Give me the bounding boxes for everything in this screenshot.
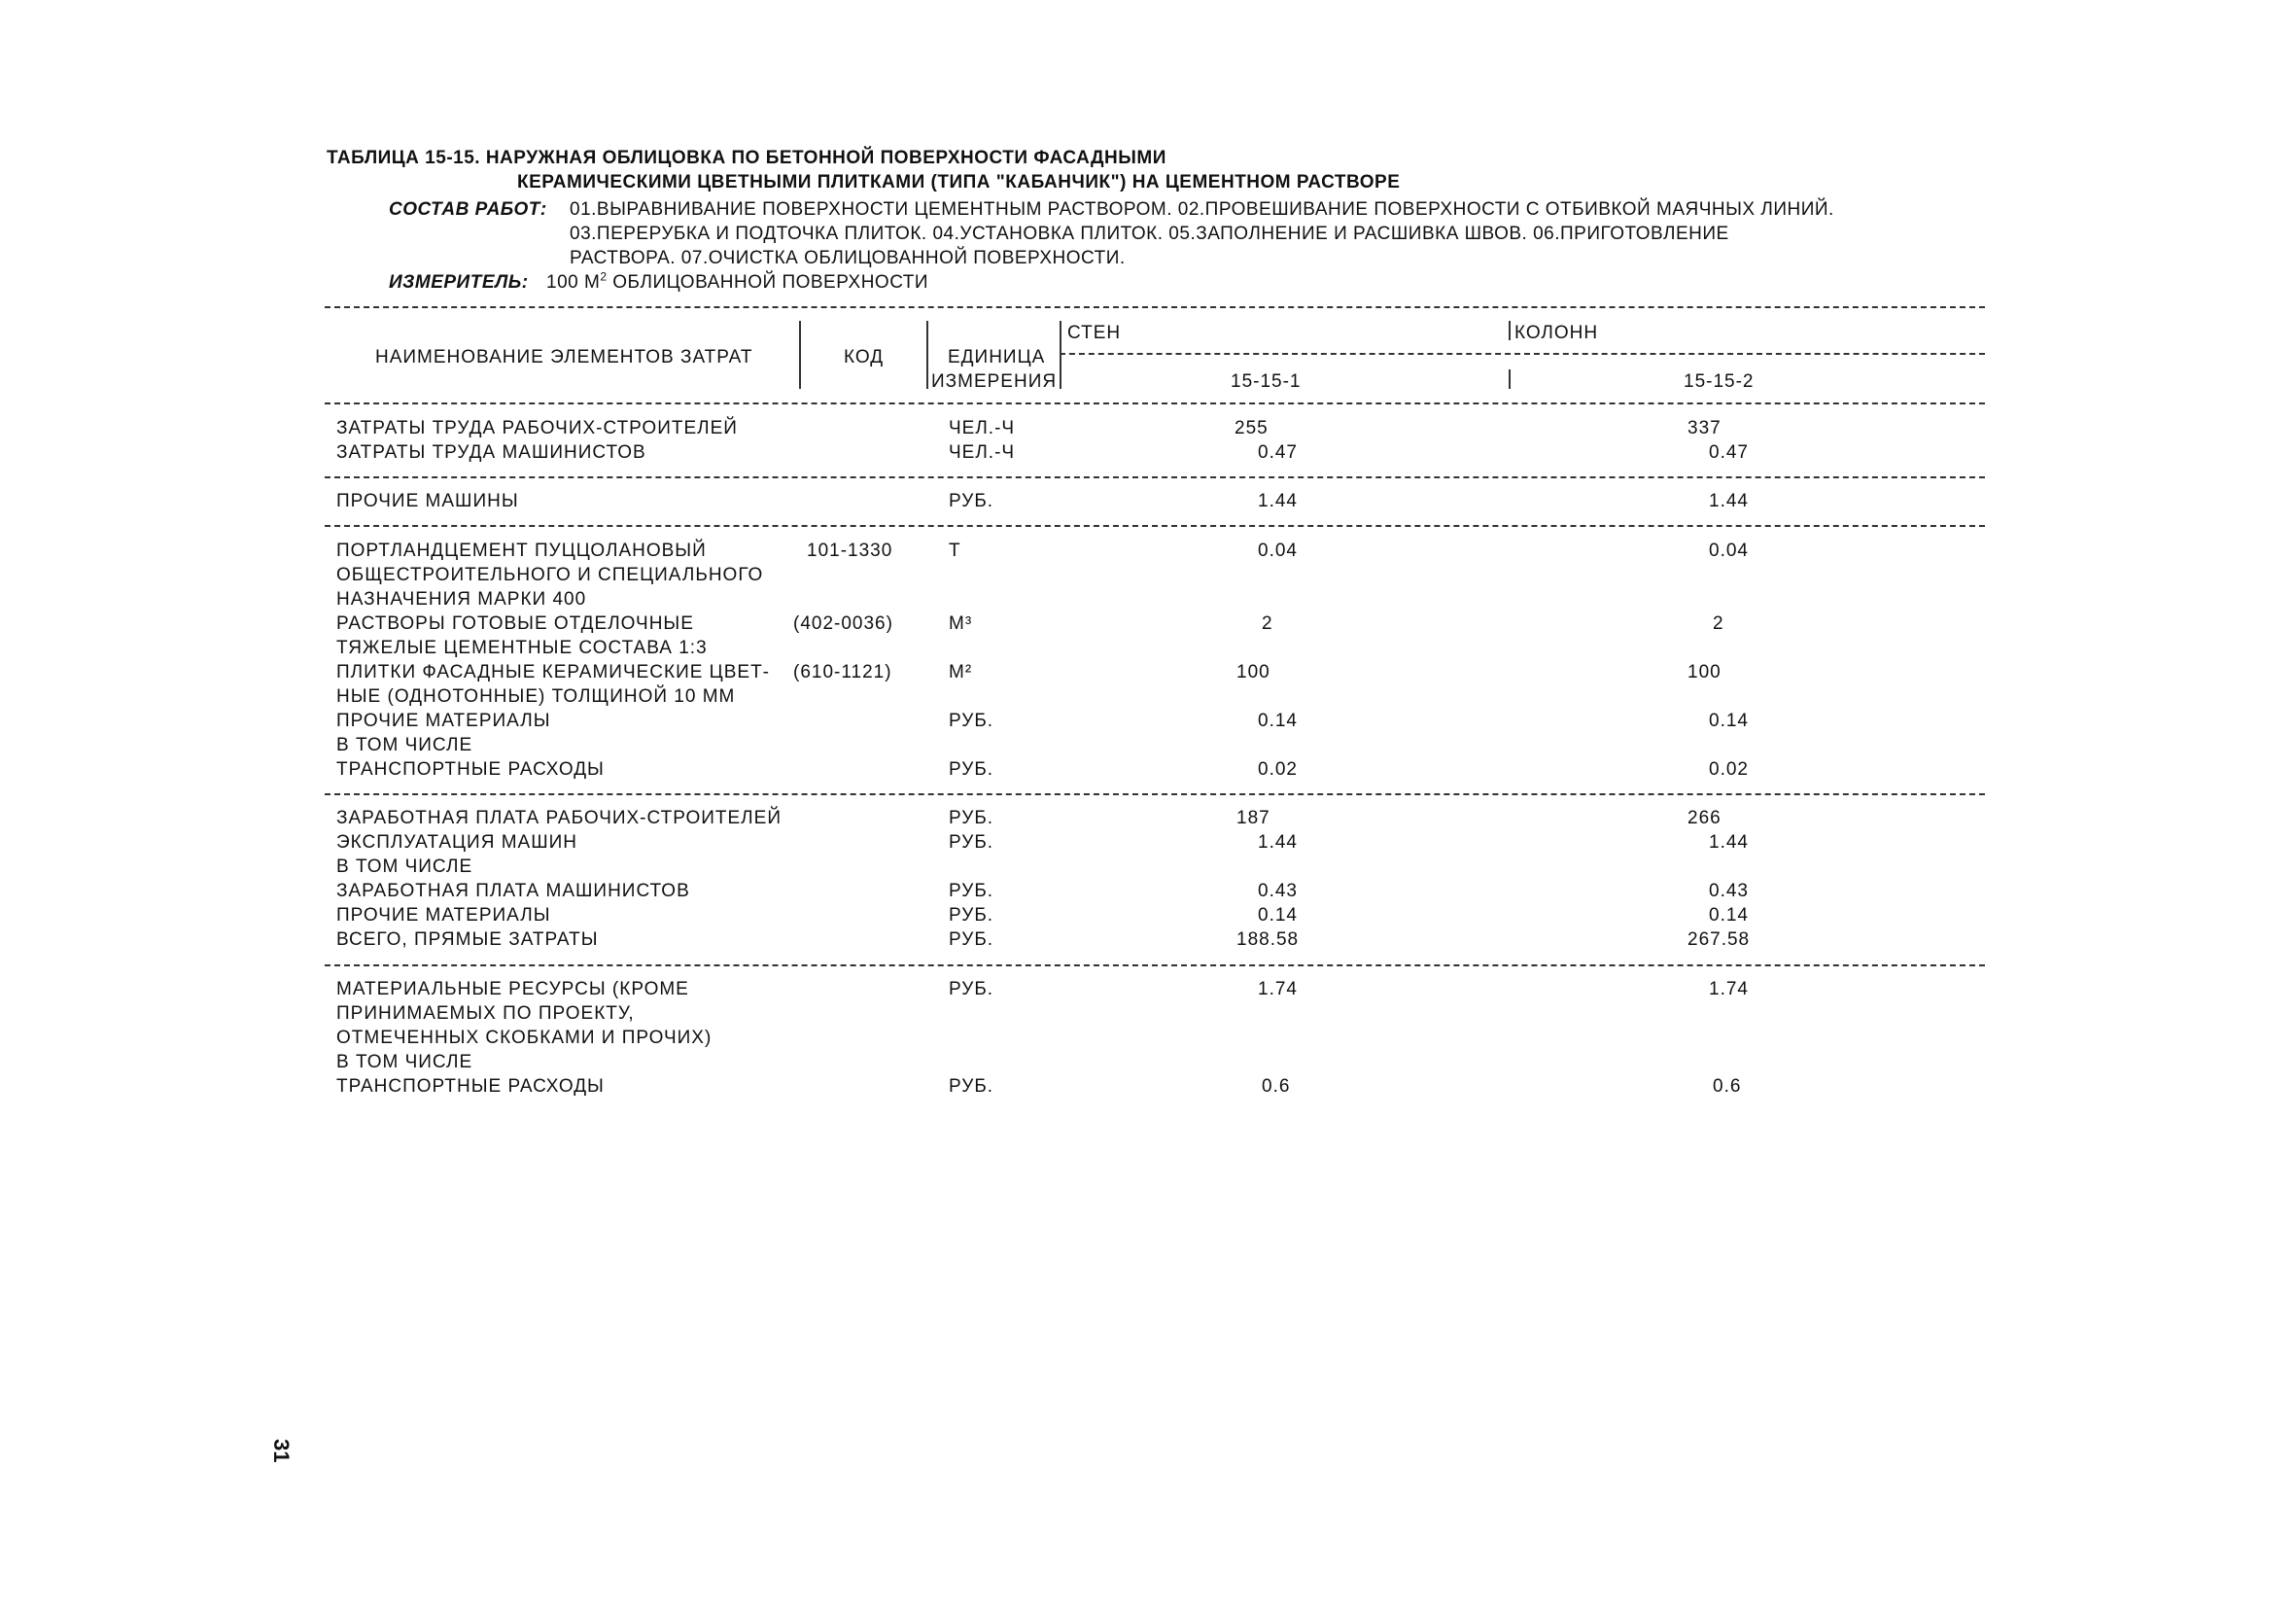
row-value-columns: 0.04 [1709, 541, 1749, 561]
row-name: ЗАТРАТЫ ТРУДА РАБОЧИХ-СТРОИТЕЛЕЙ [336, 418, 738, 438]
row-value-columns: 337 [1687, 418, 1722, 438]
row-name: ТРАНСПОРТНЫЕ РАСХОДЫ [336, 1076, 605, 1097]
row-unit: ЧЕЛ.-Ч [949, 442, 1016, 463]
row-value-columns: 0.02 [1709, 759, 1749, 780]
row-value-columns: 1.44 [1709, 491, 1749, 511]
row-name: ЗАРАБОТНАЯ ПЛАТА РАБОЧИХ-СТРОИТЕЛЕЙ [336, 808, 782, 828]
row-unit: М³ [949, 613, 973, 634]
row-unit: РУБ. [949, 759, 994, 780]
row-name: ПРОЧИЕ МАШИНЫ [336, 491, 519, 511]
row-value-walls: 0.47 [1258, 442, 1298, 463]
row-value-walls: 0.43 [1258, 881, 1298, 901]
header-separator-5 [1509, 369, 1511, 389]
row-unit: РУБ. [949, 881, 994, 901]
row-name: ПЛИТКИ ФАСАДНЫЕ КЕРАМИЧЕСКИЕ ЦВЕТ- [336, 662, 771, 682]
row-name: ТЯЖЕЛЫЕ ЦЕМЕНТНЫЕ СОСТАВА 1:3 [336, 638, 708, 658]
group-rule-1 [325, 476, 1985, 478]
row-name: ПРОЧИЕ МАТЕРИАЛЫ [336, 905, 551, 926]
row-value-walls: 0.04 [1258, 541, 1298, 561]
row-value-columns: 2 [1713, 613, 1724, 634]
page-number: 31 [269, 1439, 294, 1463]
row-name: В ТОМ ЧИСЛЕ [336, 735, 473, 755]
row-name: ЗАТРАТЫ ТРУДА МАШИНИСТОВ [336, 442, 646, 463]
row-name: ТРАНСПОРТНЫЕ РАСХОДЫ [336, 759, 605, 780]
row-value-walls: 1.44 [1258, 832, 1298, 853]
row-name: ЭКСПЛУАТАЦИЯ МАШИН [336, 832, 577, 853]
row-unit: РУБ. [949, 711, 994, 731]
work-composition-line-3: РАСТВОРА. 07.ОЧИСТКА ОБЛИЦОВАННОЙ ПОВЕРХНОСТИ. [570, 248, 1126, 268]
measure-value [546, 269, 929, 294]
group-rule-3 [325, 793, 1985, 795]
row-name: НЫЕ (ОДНОТОННЫЕ) ТОЛЩИНОЙ 10 ММ [336, 686, 736, 707]
row-unit: РУБ. [949, 929, 994, 950]
row-value-columns: 266 [1687, 808, 1722, 828]
row-unit: РУБ. [949, 491, 994, 511]
row-value-columns: 0.14 [1709, 711, 1749, 731]
header-separator-4 [1509, 321, 1511, 340]
work-composition-label: СОСТАВ РАБОТ: [389, 199, 547, 220]
row-value-columns: 0.47 [1709, 442, 1749, 463]
group-rule-4 [325, 964, 1985, 966]
header-group-rule [1060, 353, 1985, 355]
row-name: ЗАРАБОТНАЯ ПЛАТА МАШИНИСТОВ [336, 881, 690, 901]
row-unit: РУБ. [949, 905, 994, 926]
row-value-walls: 0.14 [1258, 711, 1298, 731]
row-name: ПРОЧИЕ МАТЕРИАЛЫ [336, 711, 551, 731]
row-code: (402-0036) [793, 613, 893, 634]
header-unit-2: ИЗМЕРЕНИЯ [931, 371, 1058, 392]
row-name: ОТМЕЧЕННЫХ СКОБКАМИ И ПРОЧИХ) [336, 1028, 713, 1048]
table-title-line-2: КЕРАМИЧЕСКИМИ ЦВЕТНЫМИ ПЛИТКАМИ (ТИПА "КАБАНЧИК") НА ЦЕМЕНТНОМ РАСТВОРЕ [517, 172, 1401, 192]
measure-label: ИЗМЕРИТЕЛЬ: [389, 272, 529, 293]
row-value-columns: 0.6 [1713, 1076, 1742, 1097]
row-code: 101-1330 [807, 541, 893, 561]
header-unit-1: ЕДИНИЦА [948, 347, 1046, 367]
row-value-walls: 0.6 [1262, 1076, 1291, 1097]
measure-value-post: ОБЛИЦОВАННОЙ ПОВЕРХНОСТИ [612, 272, 929, 293]
row-value-walls: 2 [1262, 613, 1273, 634]
row-value-columns: 267.58 [1687, 929, 1751, 950]
row-name: В ТОМ ЧИСЛЕ [336, 1052, 473, 1072]
row-name: В ТОМ ЧИСЛЕ [336, 856, 473, 877]
header-separator-1 [799, 321, 801, 389]
row-value-columns: 1.44 [1709, 832, 1749, 853]
row-value-columns: 0.43 [1709, 881, 1749, 901]
row-value-columns: 1.74 [1709, 979, 1749, 999]
row-value-walls: 1.44 [1258, 491, 1298, 511]
row-value-walls: 188.58 [1236, 929, 1300, 950]
row-value-walls: 1.74 [1258, 979, 1298, 999]
row-value-columns: 0.14 [1709, 905, 1749, 926]
row-name: МАТЕРИАЛЬНЫЕ РЕСУРСЫ (КРОМЕ [336, 979, 689, 999]
header-group-columns: КОЛОНН [1514, 323, 1599, 343]
header-name: НАИМЕНОВАНИЕ ЭЛЕМЕНТОВ ЗАТРАТ [375, 347, 753, 367]
header-separator-3 [1060, 321, 1061, 389]
row-code: (610-1121) [793, 662, 892, 682]
row-name: РАСТВОРЫ ГОТОВЫЕ ОТДЕЛОЧНЫЕ [336, 613, 694, 634]
row-name: ПОРТЛАНДЦЕМЕНТ ПУЦЦОЛАНОВЫЙ [336, 541, 707, 561]
header-bottom-rule [325, 402, 1985, 404]
row-name: НАЗНАЧЕНИЯ МАРКИ 400 [336, 589, 587, 610]
row-unit: ЧЕЛ.-Ч [949, 418, 1016, 438]
header-separator-2 [926, 321, 928, 389]
header-group-walls: СТЕН [1067, 323, 1122, 343]
row-name: ВСЕГО, ПРЯМЫЕ ЗАТРАТЫ [336, 929, 599, 950]
row-value-walls: 255 [1235, 418, 1269, 438]
row-value-walls: 0.02 [1258, 759, 1298, 780]
header-top-rule [325, 306, 1985, 308]
measure-sup: 2 [600, 269, 608, 284]
row-value-walls: 187 [1236, 808, 1270, 828]
row-name: ОБЩЕСТРОИТЕЛЬНОГО И СПЕЦИАЛЬНОГО [336, 565, 764, 585]
row-value-walls: 0.14 [1258, 905, 1298, 926]
header-code: КОД [844, 347, 885, 367]
row-value-walls: 100 [1236, 662, 1270, 682]
work-composition-line-2: 03.ПЕРЕРУБКА И ПОДТОЧКА ПЛИТОК. 04.УСТАНОВКА ПЛИТОК. 05.ЗАПОЛНЕНИЕ И РАСШИВКА ШВОВ. 06.ПРИГОТОВЛЕНИЕ [570, 224, 1729, 244]
row-name: ПРИНИМАЕМЫХ ПО ПРОЕКТУ, [336, 1003, 635, 1024]
header-col1-code: 15-15-1 [1231, 371, 1302, 392]
row-unit: РУБ. [949, 808, 994, 828]
row-unit: РУБ. [949, 979, 994, 999]
header-col2-code: 15-15-2 [1684, 371, 1755, 392]
group-rule-2 [325, 525, 1985, 527]
table-title-line-1: ТАБЛИЦА 15-15. НАРУЖНАЯ ОБЛИЦОВКА ПО БЕТОННОЙ ПОВЕРХНОСТИ ФАСАДНЫМИ [327, 148, 1166, 168]
row-unit: РУБ. [949, 832, 994, 853]
row-value-columns: 100 [1687, 662, 1722, 682]
work-composition-line-1: 01.ВЫРАВНИВАНИЕ ПОВЕРХНОСТИ ЦЕМЕНТНЫМ РАСТВОРОМ. 02.ПРОВЕШИВАНИЕ ПОВЕРХНОСТИ С ОТБИВКОЙ МАЯЧНЫХ ЛИНИЙ. [570, 199, 1834, 220]
row-unit: РУБ. [949, 1076, 994, 1097]
row-unit: М² [949, 662, 973, 682]
measure-value-pre: 100 М [546, 272, 601, 293]
row-unit: Т [949, 541, 961, 561]
